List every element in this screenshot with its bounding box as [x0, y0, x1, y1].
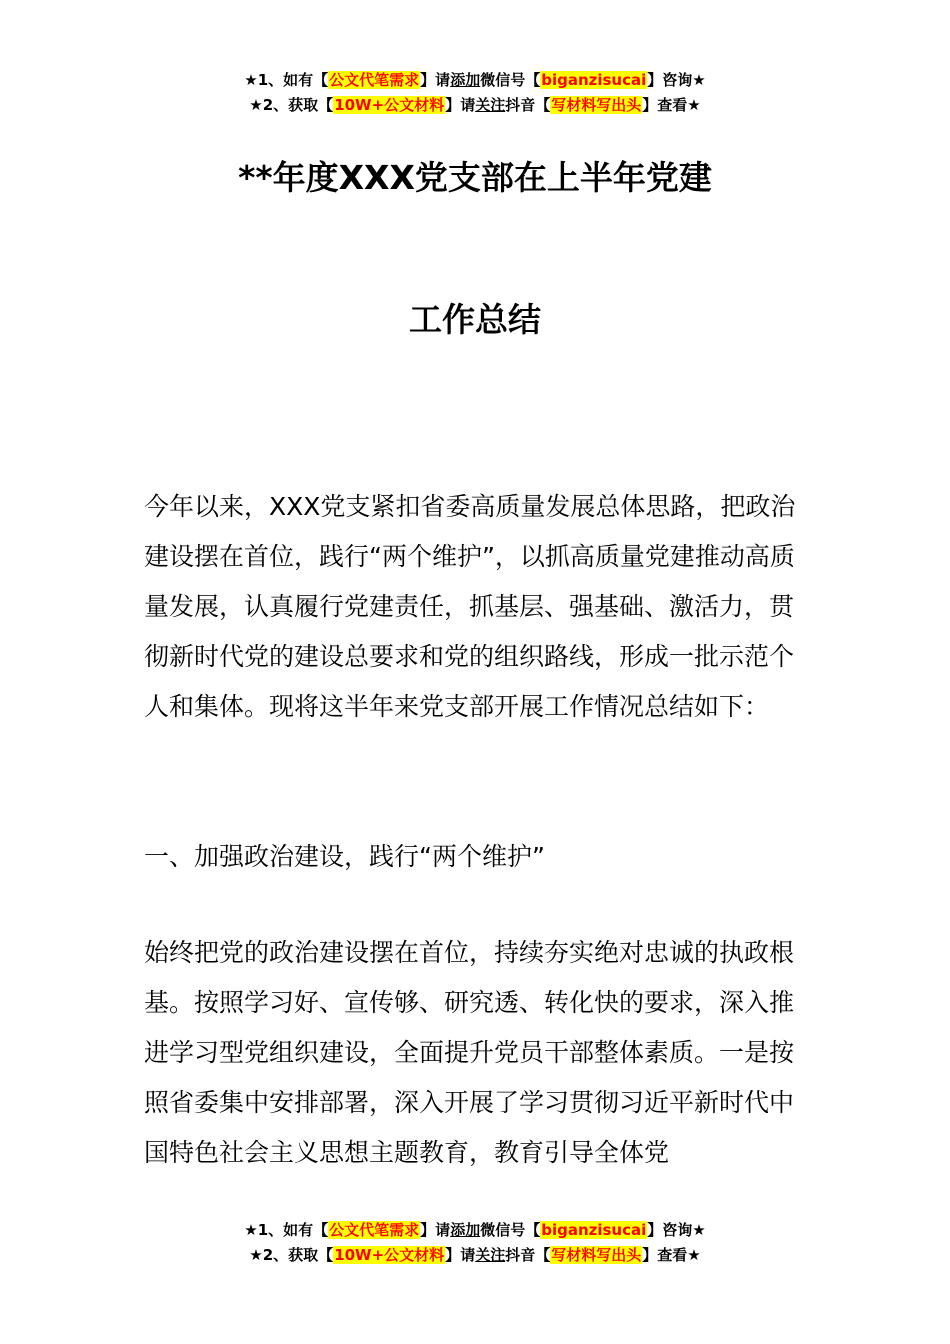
- banner-highlight: 公文代笔需求: [329, 1221, 420, 1239]
- banner-underline: 添加: [450, 71, 481, 89]
- banner-highlight: biganzisucai: [541, 71, 647, 89]
- banner-highlight: 10W+公文材料: [334, 96, 445, 114]
- banner-line-1: [0, 1218, 950, 1243]
- banner-highlight: 写材料写出头: [551, 96, 642, 114]
- banner-text: ★1、如有【: [244, 1221, 329, 1239]
- banner-text: 】查看★: [642, 96, 701, 114]
- banner-text: ★2、获取【: [249, 1246, 334, 1264]
- banner-text: 】请: [420, 1221, 451, 1239]
- banner-text: 】请: [445, 1246, 476, 1264]
- banner-text: 】查看★: [642, 1246, 701, 1264]
- banner-text: ★1、如有【: [244, 71, 329, 89]
- section-heading-1: 一、加强政治建设，践行“两个维护”: [144, 842, 545, 871]
- banner-highlight: 10W+公文材料: [334, 1246, 445, 1264]
- banner-line-1: [0, 68, 950, 93]
- banner-text: 】咨询★: [647, 1221, 706, 1239]
- footer-banner: [0, 1218, 950, 1268]
- banner-text: 】请: [420, 71, 451, 89]
- banner-underline: 添加: [450, 1221, 481, 1239]
- banner-text: 微信号【: [480, 1221, 541, 1239]
- banner-text: 抖音【: [505, 1246, 551, 1264]
- header-banner: [0, 68, 950, 118]
- banner-line-2: [0, 1243, 950, 1268]
- document-title-line-2: 工作总结: [409, 300, 541, 339]
- banner-highlight: 公文代笔需求: [329, 71, 420, 89]
- banner-line-2: [0, 93, 950, 118]
- body-paragraph-2: 始终把党的政治建设摆在首位，持续夯实绝对忠诚的执政根基。按照学习好、宣传够、研究透、转化快的要求，深入推进学习型党组织建设，全面提升党员干部整体素质。一是按照省委集中安排部署，深入开展了学习贯彻习近平新时代中国特色社会主义思想主题教育，教育引导全体党: [144, 938, 795, 1167]
- banner-highlight: biganzisucai: [541, 1221, 647, 1239]
- body-paragraph-1: 今年以来，XXX党支紧扣省委高质量发展总体思路，把政治建设摆在首位，践行“两个维护”，以抓高质量党建推动高质量发展，认真履行党建责任，抓基层、强基础、激活力，贯彻新时代党的建设总要求和党的组织路线，形成一批示范个人和集体。现将这半年来党支部开展工作情况总结如下：: [144, 492, 796, 721]
- banner-text: 微信号【: [480, 71, 541, 89]
- banner-text: ★2、获取【: [249, 96, 334, 114]
- document-title-line-1: **年度XXX党支部在上半年党建: [238, 158, 712, 197]
- banner-text: 】请: [445, 96, 476, 114]
- banner-underline: 关注: [475, 1246, 506, 1264]
- banner-text: 抖音【: [505, 96, 551, 114]
- banner-text: 】咨询★: [647, 71, 706, 89]
- banner-underline: 关注: [475, 96, 506, 114]
- banner-highlight: 写材料写出头: [551, 1246, 642, 1264]
